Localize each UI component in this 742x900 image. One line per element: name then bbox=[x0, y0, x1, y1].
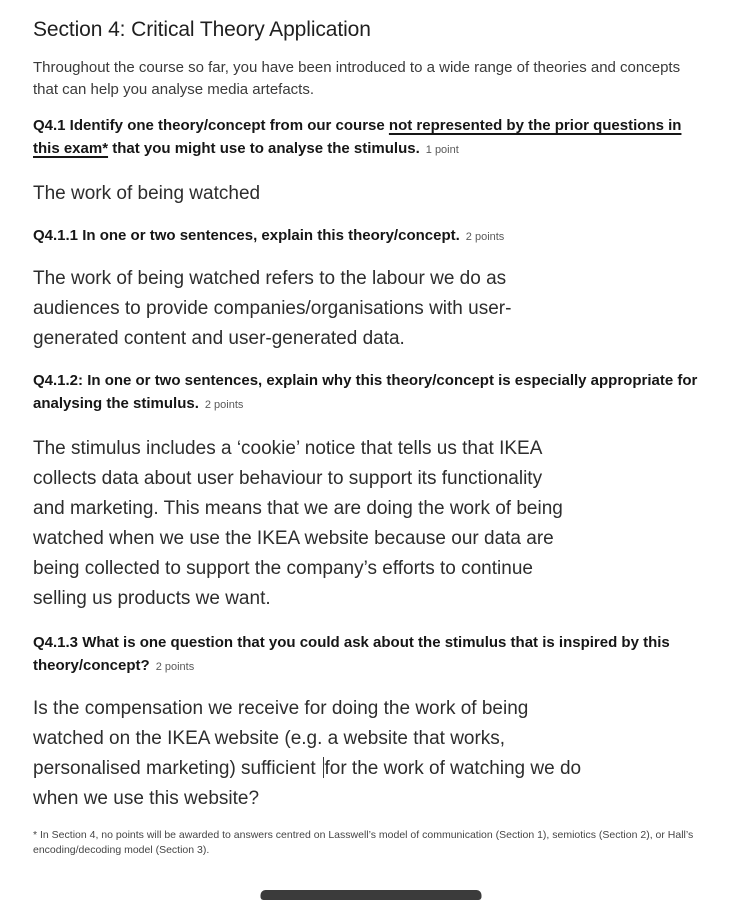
answer-field-q4-1-1[interactable] bbox=[33, 264, 706, 354]
points-badge: 2 points bbox=[465, 231, 505, 243]
footnote: * In Section 4, no points will be awarded to answers centred on Lasswell’s model of communication (Section 1), semiotics (Section 2), or Hall’s encoding/decoding model (Section 3). bbox=[33, 829, 694, 856]
question-label-q4-1-3 bbox=[33, 631, 698, 679]
question-text-suffix: that you might use to analyse the stimulus. bbox=[108, 140, 420, 157]
question-block-q4-1-1 bbox=[33, 224, 706, 354]
answer-text-line: being collected to support the company’s efforts to continue bbox=[33, 558, 533, 579]
answer-text-line: selling us products we want. bbox=[33, 588, 271, 609]
question-block-q4-1-3 bbox=[33, 631, 706, 814]
points-badge: 2 points bbox=[155, 661, 195, 673]
points-badge: 2 points bbox=[204, 399, 244, 411]
question-text: Q4.1.1 In one or two sentences, explain this theory/concept. bbox=[33, 227, 460, 244]
question-label-q4-1-1 bbox=[33, 224, 698, 249]
answer-text-line: watched when we use the IKEA website because our data are bbox=[33, 528, 554, 549]
answer-field-q4-1-2[interactable] bbox=[33, 434, 706, 614]
question-text-prefix: Q4.1 Identify one theory/concept from our course bbox=[33, 117, 389, 134]
bottom-dark-bar bbox=[261, 890, 482, 900]
answer-text-before-caret: personalised marketing) sufficient bbox=[33, 758, 321, 779]
answer-field-q4-1[interactable] bbox=[33, 179, 706, 209]
question-label-q4-1 bbox=[33, 114, 698, 162]
question-text-underlined: not represented by the prior questions in this exam* bbox=[33, 117, 682, 157]
answer-text-line: The stimulus includes a ‘cookie’ notice that tells us that IKEA bbox=[33, 438, 543, 459]
answer-text-after-caret: for the work of watching we do bbox=[324, 758, 582, 779]
answer-text: The work of being watched bbox=[33, 183, 261, 204]
question-text: Q4.1.2: In one or two sentences, explain why this theory/concept is especially appropriate for analysing the stimulus. bbox=[33, 372, 698, 412]
section-intro: Throughout the course so far, you have been introduced to a wide range of theories and concepts that can help you analyse media artefacts. bbox=[33, 59, 681, 98]
answer-text-line: generated content and user-generated data. bbox=[33, 328, 405, 349]
question-label-q4-1-2 bbox=[33, 369, 698, 417]
question-block-q4-1-2 bbox=[33, 369, 706, 614]
answer-text-line: when we use this website? bbox=[33, 788, 260, 809]
answer-text-line: Is the compensation we receive for doing the work of being bbox=[33, 698, 529, 719]
answer-text-line: and marketing. This means that we are doing the work of being bbox=[33, 498, 563, 519]
question-text: Q4.1.3 What is one question that you could ask about the stimulus that is inspired by this theory/concept? bbox=[33, 634, 670, 674]
answer-text-line: The work of being watched refers to the labour we do as bbox=[33, 268, 507, 289]
answer-text-line: audiences to provide companies/organisations with user- bbox=[33, 298, 512, 319]
answer-text-line: collects data about user behaviour to support its functionality bbox=[33, 468, 543, 489]
answer-field-q4-1-3[interactable] bbox=[33, 694, 706, 814]
question-block-q4-1 bbox=[33, 114, 706, 209]
answer-text-line-with-caret bbox=[33, 754, 706, 784]
section-title: Section 4: Critical Theory Application bbox=[33, 18, 371, 41]
answer-text-line: watched on the IKEA website (e.g. a website that works, bbox=[33, 728, 506, 749]
points-badge: 1 point bbox=[425, 144, 459, 156]
